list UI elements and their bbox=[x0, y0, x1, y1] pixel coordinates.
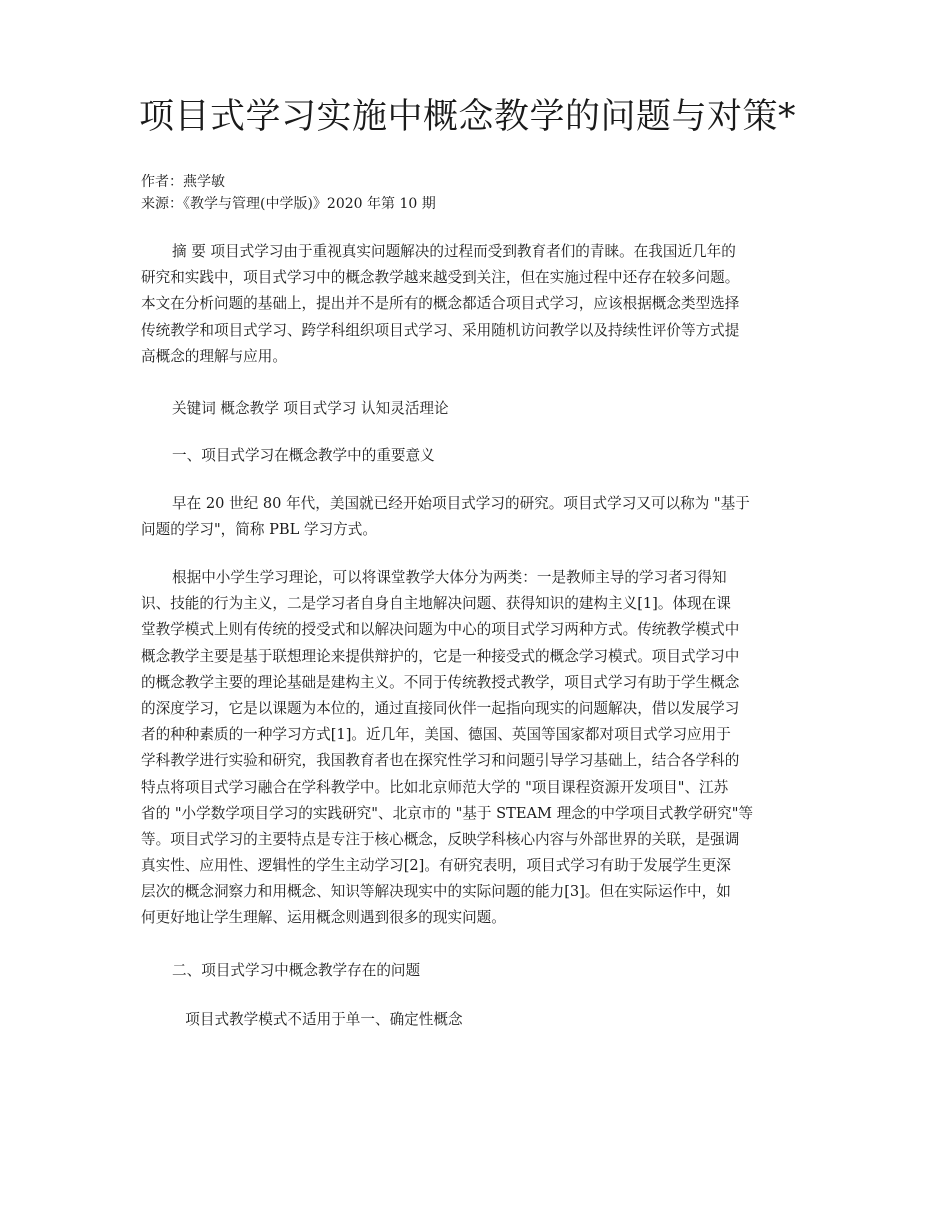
abstract-line: 研究和实践中，项目式学习中的概念教学越来越受到关注，但在实施过程中还存在较多问题。 bbox=[141, 269, 740, 287]
paragraph-line: 堂教学模式上则有传统的授受式和以解决问题为中心的项目式学习两种方式。传统教学模式中 bbox=[141, 621, 740, 639]
paragraph-line: 者的种种素质的一种学习方式[1]。近几年，美国、德国、英国等国家都对项目式学习应用于 bbox=[141, 726, 731, 744]
paragraph-line: 学科教学进行实验和研究，我国教育者也在探究性学习和问题引导学习基础上，结合各学科的 bbox=[141, 752, 740, 770]
author-line: 作者：燕学敏 bbox=[141, 174, 225, 190]
section-heading-2: 二、项目式学习中概念教学存在的问题 bbox=[172, 962, 421, 979]
paragraph-line: 特点将项目式学习融合在学科教学中。比如北京师范大学的 "项目课程资源开发项目"、江苏 bbox=[141, 778, 729, 796]
abstract-line: 本文在分析问题的基础上，提出并不是所有的概念都适合项目式学习，应该根据概念类型选择 bbox=[141, 295, 740, 313]
abstract-paragraph bbox=[141, 239, 813, 370]
paragraph-line: 根据中小学生学习理论，可以将课堂教学大体分为两类：一是教师主导的学习者习得知 bbox=[172, 569, 727, 586]
source-line: 来源：《教学与管理(中学版)》2020 年第 10 期 bbox=[141, 196, 436, 212]
paragraph-line: 省的 "小学数学项目学习的实践研究"、北京市的 "基于 STEAM 理念的中学项目式教学研究"等 bbox=[141, 804, 754, 822]
abstract-line: 摘 要 项目式学习由于重视真实问题解决的过程而受到教育者们的青睐。在我国近几年的 bbox=[172, 243, 736, 260]
paragraph-line: 识、技能的行为主义，二是学习者自身自主地解决问题、获得知识的建构主义[1]。体现在课 bbox=[141, 595, 731, 613]
paragraph-line: 何更好地让学生理解、运用概念则遇到很多的现实问题。 bbox=[141, 909, 506, 927]
paragraph-line: 等。项目式学习的主要特点是专注于核心概念，反映学科核心内容与外部世界的关联，是强调 bbox=[141, 830, 740, 848]
paragraph-2 bbox=[141, 565, 813, 932]
keywords-line: 关键词 概念教学 项目式学习 认知灵活理论 bbox=[172, 400, 449, 417]
paragraph-1 bbox=[141, 491, 813, 543]
abstract-line: 传统教学和项目式学习、跨学科组织项目式学习、采用随机访问教学以及持续性评价等方式提 bbox=[141, 321, 740, 339]
section-heading-1: 一、项目式学习在概念教学中的重要意义 bbox=[172, 447, 435, 464]
paragraph-line: 层次的概念洞察力和用概念、知识等解决现实中的实际问题的能力[3]。但在实际运作中，如 bbox=[141, 883, 731, 901]
subsection-heading: 项目式教学模式不适用于单一、确定性概念 bbox=[176, 1011, 463, 1028]
document-title: 项目式学习实施中概念教学的问题与对策* bbox=[139, 97, 797, 137]
paragraph-line: 的深度学习，它是以课题为本位的，通过直接同伙伴一起指向现实的问题解决，借以发展学习 bbox=[141, 699, 740, 717]
paragraph-line: 问题的学习"，简称 PBL 学习方式。 bbox=[141, 521, 377, 539]
paragraph-line: 早在 20 世纪 80 年代，美国就已经开始项目式学习的研究。项目式学习又可以称为 "基于 bbox=[172, 495, 750, 512]
abstract-line: 高概念的理解与应用。 bbox=[141, 347, 287, 365]
paragraph-line: 真实性、应用性、逻辑性的学生主动学习[2]。有研究表明，项目式学习有助于发展学生更深 bbox=[141, 857, 731, 875]
paragraph-line: 概念教学主要是基于联想理论来提供辩护的，它是一种接受式的概念学习模式。项目式学习中 bbox=[141, 647, 740, 665]
paragraph-line: 的概念教学主要的理论基础是建构主义。不同于传统教授式教学，项目式学习有助于学生概念 bbox=[141, 673, 740, 691]
